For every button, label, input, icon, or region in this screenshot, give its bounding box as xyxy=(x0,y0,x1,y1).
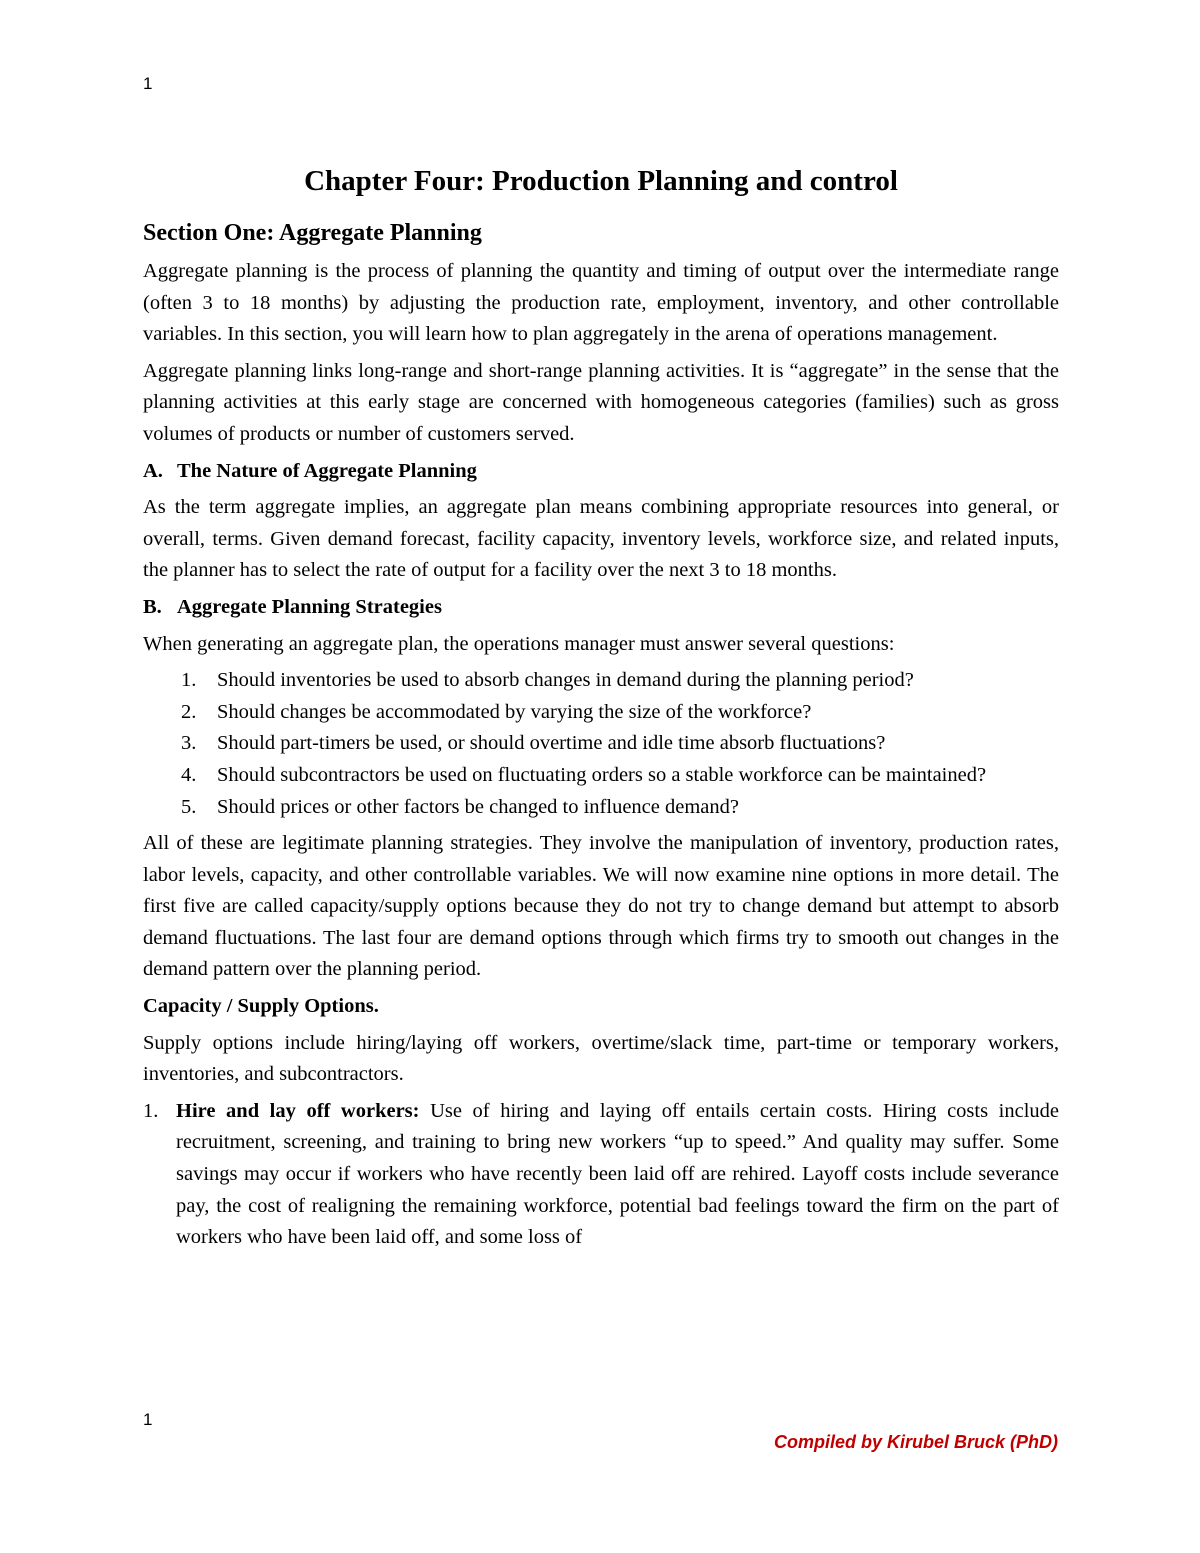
subsection-b-heading xyxy=(143,592,1059,624)
list-item-text: Should subcontractors be used on fluctuating orders so a stable workforce can be maintained? xyxy=(217,763,987,786)
subsection-a-title: The Nature of Aggregate Planning xyxy=(177,459,477,482)
list-item xyxy=(143,760,1059,792)
list-item-text: Should inventories be used to absorb changes in demand during the planning period? xyxy=(217,669,914,692)
list-item xyxy=(143,728,1059,760)
list-item-number: 5. xyxy=(181,795,197,818)
subsection-a-letter: A. xyxy=(143,459,163,482)
list-item xyxy=(143,792,1059,824)
header-page-number: 1 xyxy=(143,74,153,93)
list-item xyxy=(143,1096,1059,1254)
subsection-b-letter: B. xyxy=(143,595,162,618)
footer-page-number: 1 xyxy=(143,1410,153,1429)
chapter-title: Chapter Four: Production Planning and control xyxy=(304,165,898,197)
page-content xyxy=(143,162,1059,1254)
capacity-options-heading: Capacity / Supply Options. xyxy=(143,995,379,1018)
section-title: Section One: Aggregate Planning xyxy=(143,220,482,246)
list-item-number: 2. xyxy=(181,700,197,723)
section-paragraph-1: Aggregate planning is the process of planning the quantity and timing of output over the intermediate range (often 3 to 18 months) by adjusting the production rate, employment, inventory, and other controllable variables. In this section, you will learn how to plan aggregately in the arena of operations management. xyxy=(143,260,1059,346)
subsection-a-heading xyxy=(143,456,1059,488)
subsection-a-paragraph: As the term aggregate implies, an aggregate plan means combining appropriate resources into general, or overall, terms. Given demand forecast, facility capacity, inventory levels, workforce size, and related inputs, the planner has to select the rate of output for a facility over the next 3 to 18 months. xyxy=(143,496,1059,582)
list-item-number: 4. xyxy=(181,763,197,786)
list-item-text: Should changes be accommodated by varying the size of the workforce? xyxy=(217,700,812,723)
subsection-b-conclusion: All of these are legitimate planning strategies. They involve the manipulation of inventory, production rates, labor levels, capacity, and other controllable variables. We will now examine nine options in more detail. The first five are called capacity/supply options because they do not try to change demand but attempt to absorb demand fluctuations. The last four are demand options through which firms try to smooth out changes in the demand pattern over the planning period. xyxy=(143,832,1059,981)
list-item-label: Hire and lay off workers: xyxy=(176,1099,420,1122)
list-item-text: Should part-timers be used, or should overtime and idle time absorb fluctuations? xyxy=(217,732,886,755)
list-item-text: Use of hiring and laying off entails certain costs. Hiring costs include recruitment, screening, and training to bring new workers “up to speed.” And quality may suffer. Some savings may occur if workers who have recently been laid off are rehired. Layoff costs include severance pay, the cost of realigning the remaining workforce, potential bad feelings toward the firm on the part of workers who have been laid off, and some loss of xyxy=(176,1099,1059,1249)
section-paragraph-2: Aggregate planning links long-range and short-range planning activities. It is “aggregate” in the sense that the planning activities at this early stage are concerned with homogeneous categories (families) such as gross volumes of products or number of customers served. xyxy=(143,359,1059,445)
footer-credit: Compiled by Kirubel Bruck (PhD) xyxy=(773,1432,1058,1452)
capacity-options-intro: Supply options include hiring/laying off workers, overtime/slack time, part-time or temporary workers, inventories, and subcontractors. xyxy=(143,1031,1059,1086)
subsection-b-title: Aggregate Planning Strategies xyxy=(177,595,442,618)
list-item-number: 3. xyxy=(181,732,197,755)
list-item-text: Should prices or other factors be changed to influence demand? xyxy=(217,795,739,818)
list-item xyxy=(143,697,1059,729)
list-item-number: 1. xyxy=(181,669,197,692)
subsection-b-intro: When generating an aggregate plan, the operations manager must answer several questions: xyxy=(143,632,895,655)
questions-list xyxy=(143,665,1059,823)
capacity-options-list xyxy=(143,1096,1059,1254)
list-item xyxy=(143,665,1059,697)
list-item-number: 1. xyxy=(143,1099,159,1122)
